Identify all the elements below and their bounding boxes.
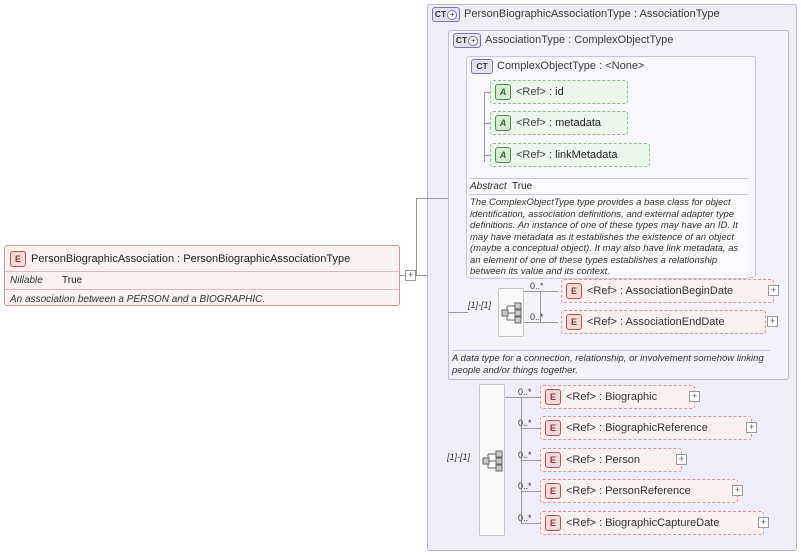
element-label-association-begin-date: <Ref> : AssociationBeginDate [587,285,734,297]
attribute-link-metadata[interactable] [490,143,650,167]
element-icon: E [566,314,582,330]
assoc-child-line-2 [524,322,558,323]
container-label-association-type: AssociationType : ComplexObjectType [485,34,674,46]
main-child-line-1 [505,397,521,398]
expander-association-end-date[interactable]: + [767,316,778,327]
sequence-icon [499,289,525,338]
element-icon: E [566,283,582,299]
element-label-biographic-reference: <Ref> : BiographicReference [566,422,708,434]
attribute-icon: A [495,147,511,163]
root-element-title: PersonBiographicAssociation : PersonBiographicAssociationType [31,252,351,265]
sequence-compositor-main[interactable] [479,384,505,536]
assoc-child-line-1 [524,291,558,292]
main-child-line-3 [521,460,542,461]
occurs-association-end-date: 0..* [530,312,544,322]
expander-biographic[interactable]: + [689,391,700,402]
element-biographic-reference[interactable] [540,416,752,440]
occurs-biographic-capture-date: 0..* [518,513,532,523]
sequence-inbound-line [448,312,468,313]
occurs-person: 0..* [518,450,532,460]
element-label-person: <Ref> : Person [566,454,640,466]
main-child-line-4 [521,491,542,492]
abstract-value: True [512,181,533,192]
complex-object-type-documentation-text: The ComplexObjectType type provides a base class for object identification, association definitions, and external adapter type definitions. An instance of one of these types may have an ID. It may have metadata as it establishes the existence of an object (maybe a conceptual object). It may also have link metadata, as an element of one of these types establishes a relationship between its value and its context. [470,197,739,277]
expander-biographic-reference[interactable]: + [746,422,757,433]
element-person[interactable] [540,448,682,472]
abstract-key: Abstract [470,181,507,192]
root-element-documentation: An association between a PERSON and a BIOGRAPHIC. [10,294,266,305]
element-icon: E [545,389,561,405]
plus-icon: + [447,10,457,20]
element-association-begin-date[interactable] [561,279,774,303]
main-child-line-1b [521,397,542,398]
main-child-line-2 [521,428,542,429]
element-label-biographic-capture-date: <Ref> : BiographicCaptureDate [566,517,720,529]
root-connector-line-2 [416,275,427,276]
container-label-complex-object-type: ComplexObjectType : <None> [497,60,645,72]
attribute-icon: A [495,84,511,100]
attribute-label-id: <Ref> : id [516,86,564,98]
element-association-end-date[interactable] [561,310,766,334]
root-expander[interactable]: + [405,270,416,281]
occurs-association-begin-date: 0..* [530,281,544,291]
expander-association-begin-date[interactable]: + [768,285,779,296]
root-connector-vertical [416,198,417,275]
element-biographic[interactable] [540,385,695,409]
attr-trunk-line [484,92,485,162]
expander-person[interactable]: + [676,454,687,465]
expander-biographic-capture-date[interactable]: + [758,517,769,528]
element-label-person-reference: <Ref> : PersonReference [566,485,691,497]
element-icon: E [545,483,561,499]
root-element-person-biographic-association[interactable] [4,245,400,306]
occurs-biographic: 0..* [518,387,532,397]
attribute-id[interactable] [490,80,628,104]
attribute-icon: A [495,115,511,131]
element-icon: E [10,251,26,267]
occurs-biographic-reference: 0..* [518,418,532,428]
nillable-value: True [62,275,83,286]
root-element-nillable-row [5,272,399,290]
complex-object-type-documentation-panel [470,178,748,279]
main-child-line-5 [521,523,542,524]
sequence-icon [480,385,506,537]
sequence-compositor-association-type[interactable] [498,288,524,337]
element-label-association-end-date: <Ref> : AssociationEndDate [587,316,725,328]
element-icon: E [545,452,561,468]
nillable-key: Nillable [10,275,43,286]
container-label-person-biographic-association-type: PersonBiographicAssociationType : AssociationType [464,8,720,20]
attribute-label-link-metadata: <Ref> : linkMetadata [516,149,618,161]
complex-type-badge-icon-3: CT [471,59,493,74]
element-icon: E [545,420,561,436]
attribute-metadata[interactable] [490,111,628,135]
element-label-biographic: <Ref> : Biographic [566,391,658,403]
expander-person-reference[interactable]: + [732,485,743,496]
association-type-note: A data type for a connection, relationship, or involvement somehow linking people and/or things together. [452,350,770,376]
complex-type-badge-icon: CT + [432,7,460,22]
occurs-person-reference: 0..* [518,481,532,491]
root-connector-to-container [416,198,448,199]
element-biographic-capture-date[interactable] [540,511,764,535]
cardinality-association-sequence: [1]-[1] [468,300,492,310]
plus-icon: + [468,36,478,46]
cardinality-main-sequence: [1]-[1] [447,452,471,462]
abstract-row [470,178,748,195]
attribute-label-metadata: <Ref> : metadata [516,117,602,129]
element-icon: E [545,515,561,531]
root-element-header [5,246,399,272]
element-person-reference[interactable] [540,479,738,503]
complex-type-badge-icon-2: CT + [453,33,481,48]
